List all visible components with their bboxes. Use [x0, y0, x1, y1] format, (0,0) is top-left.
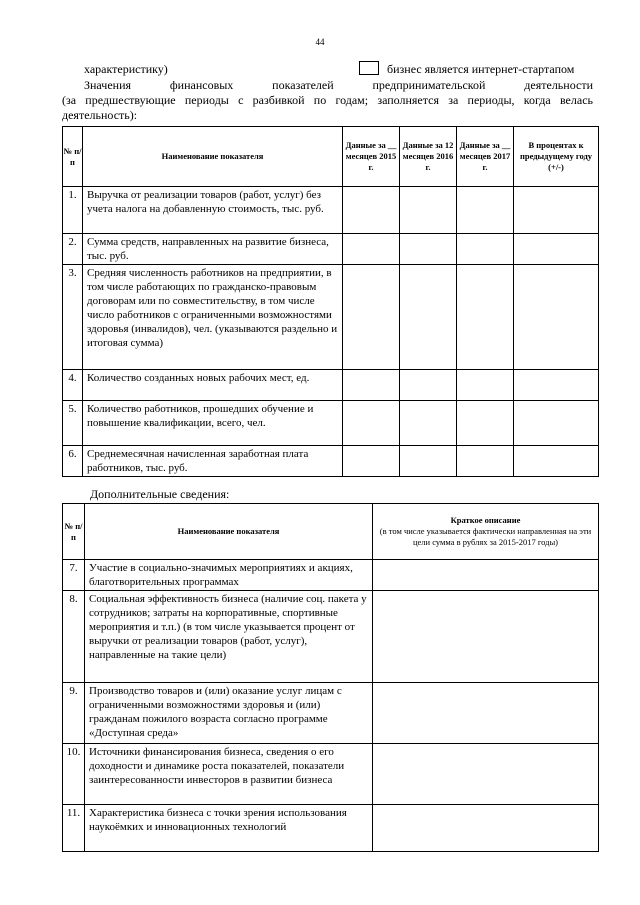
- intro-first-line: Значения финансовых показателей предпринимательской деятельности: [84, 78, 593, 92]
- row-name: Участие в социально-значимых мероприятиях и акциях, благотворительных программах: [85, 560, 373, 591]
- row-num: 11.: [63, 805, 85, 852]
- cell-2016[interactable]: [400, 187, 457, 234]
- cell-2015[interactable]: [343, 187, 400, 234]
- header-description: [373, 504, 599, 560]
- row-num: 4.: [63, 370, 83, 401]
- header-left-text: характеристику): [84, 62, 168, 76]
- cell-2016[interactable]: [400, 370, 457, 401]
- row-name: Характеристика бизнеса с точки зрения использования наукоёмких и инновационных технологий: [85, 805, 373, 852]
- additional-info-table: [62, 503, 599, 852]
- cell-2015[interactable]: [343, 401, 400, 446]
- cell-2017[interactable]: [457, 446, 514, 477]
- cell-2015[interactable]: [343, 370, 400, 401]
- intro-rest: (за предшествующие периоды с разбивкой по годам; заполняется за периоды, когда велась деятельность):: [62, 93, 593, 122]
- table-row: [63, 560, 599, 591]
- cell-2015[interactable]: [343, 446, 400, 477]
- table-row: [63, 265, 599, 370]
- table-row: [63, 234, 599, 265]
- table-row: [63, 187, 599, 234]
- cell-2017[interactable]: [457, 187, 514, 234]
- table-row: [63, 446, 599, 477]
- row-name: Количество работников, прошедших обучение и повышение квалификации, всего, чел.: [83, 401, 343, 446]
- table-row: [63, 370, 599, 401]
- header-num: № п/п: [63, 504, 85, 560]
- header-name: Наименование показателя: [83, 127, 343, 187]
- row-name: Социальная эффективность бизнеса (наличие соц. пакета у сотрудников; затраты на корпоративные, спортивные мероприятия и т.п.) (в том числе указывается процент от выручки от реализации товаров (работ, услуг), направленные на такие цели): [85, 591, 373, 683]
- financial-indicators-table: [62, 126, 599, 477]
- row-num: 3.: [63, 265, 83, 370]
- row-name: Сумма средств, направленных на развитие бизнеса, тыс. руб.: [83, 234, 343, 265]
- row-num: 10.: [63, 744, 85, 805]
- header-percent: В процентах к предыдущему году (+/-): [514, 127, 599, 187]
- table-row: [63, 591, 599, 683]
- cell-percent[interactable]: [514, 370, 599, 401]
- cell-description[interactable]: [373, 683, 599, 744]
- header-2015: Данные за __ месяцев 2015 г.: [343, 127, 400, 187]
- intro-paragraph: [62, 78, 593, 123]
- cell-description[interactable]: [373, 805, 599, 852]
- description-subtitle: (в том числе указывается фактически направленная на эти цели сумма в рублях за 2015-2017 годы): [379, 526, 592, 547]
- header-line: [84, 61, 592, 77]
- cell-description[interactable]: [373, 744, 599, 805]
- table-row: [63, 744, 599, 805]
- cell-2016[interactable]: [400, 401, 457, 446]
- row-num: 5.: [63, 401, 83, 446]
- header-num: № п/п: [63, 127, 83, 187]
- internet-startup-checkbox[interactable]: [359, 61, 379, 75]
- row-name: Количество созданных новых рабочих мест, ед.: [83, 370, 343, 401]
- page-number: 44: [315, 37, 325, 47]
- cell-percent[interactable]: [514, 446, 599, 477]
- cell-description[interactable]: [373, 560, 599, 591]
- checkbox-label: бизнес является интернет-стартапом: [387, 62, 575, 76]
- row-num: 8.: [63, 591, 85, 683]
- cell-percent[interactable]: [514, 401, 599, 446]
- cell-2016[interactable]: [400, 265, 457, 370]
- cell-2015[interactable]: [343, 234, 400, 265]
- cell-2015[interactable]: [343, 265, 400, 370]
- cell-2017[interactable]: [457, 370, 514, 401]
- table-row: [63, 401, 599, 446]
- header-2016: Данные за 12 месяцев 2016 г.: [400, 127, 457, 187]
- table-row: [63, 805, 599, 852]
- row-name: Источники финансирования бизнеса, сведения о его доходности и динамике роста показателей, показатели заинтересованности инвесторов в развитии бизнеса: [85, 744, 373, 805]
- row-num: 1.: [63, 187, 83, 234]
- cell-2016[interactable]: [400, 446, 457, 477]
- extra-info-title: Дополнительные сведения:: [90, 487, 230, 501]
- row-name: Среднемесячная начисленная заработная плата работников, тыс. руб.: [83, 446, 343, 477]
- header-name: Наименование показателя: [85, 504, 373, 560]
- cell-2016[interactable]: [400, 234, 457, 265]
- row-num: 7.: [63, 560, 85, 591]
- row-num: 9.: [63, 683, 85, 744]
- cell-2017[interactable]: [457, 234, 514, 265]
- cell-percent[interactable]: [514, 187, 599, 234]
- cell-percent[interactable]: [514, 234, 599, 265]
- table-row: [63, 683, 599, 744]
- description-title: Краткое описание: [450, 515, 521, 525]
- cell-description[interactable]: [373, 591, 599, 683]
- cell-2017[interactable]: [457, 401, 514, 446]
- row-name: Средняя численность работников на предприятии, в том числе работающих по гражданско-правовым договорам или по совместительству, в том числе число работников с ограниченными возможностями здоровья (инвалидов), чел. (указываются раздельно и итоговая сумма): [83, 265, 343, 370]
- row-num: 2.: [63, 234, 83, 265]
- cell-percent[interactable]: [514, 265, 599, 370]
- row-name: Выручка от реализации товаров (работ, услуг) без учета налога на добавленную стоимость, тыс. руб.: [83, 187, 343, 234]
- cell-2017[interactable]: [457, 265, 514, 370]
- header-2017: Данные за __ месяцев 2017 г.: [457, 127, 514, 187]
- row-name: Производство товаров и (или) оказание услуг лицам с ограниченными возможностями здоровья и (или) гражданам пожилого возраста согласно программе «Доступная среда»: [85, 683, 373, 744]
- row-num: 6.: [63, 446, 83, 477]
